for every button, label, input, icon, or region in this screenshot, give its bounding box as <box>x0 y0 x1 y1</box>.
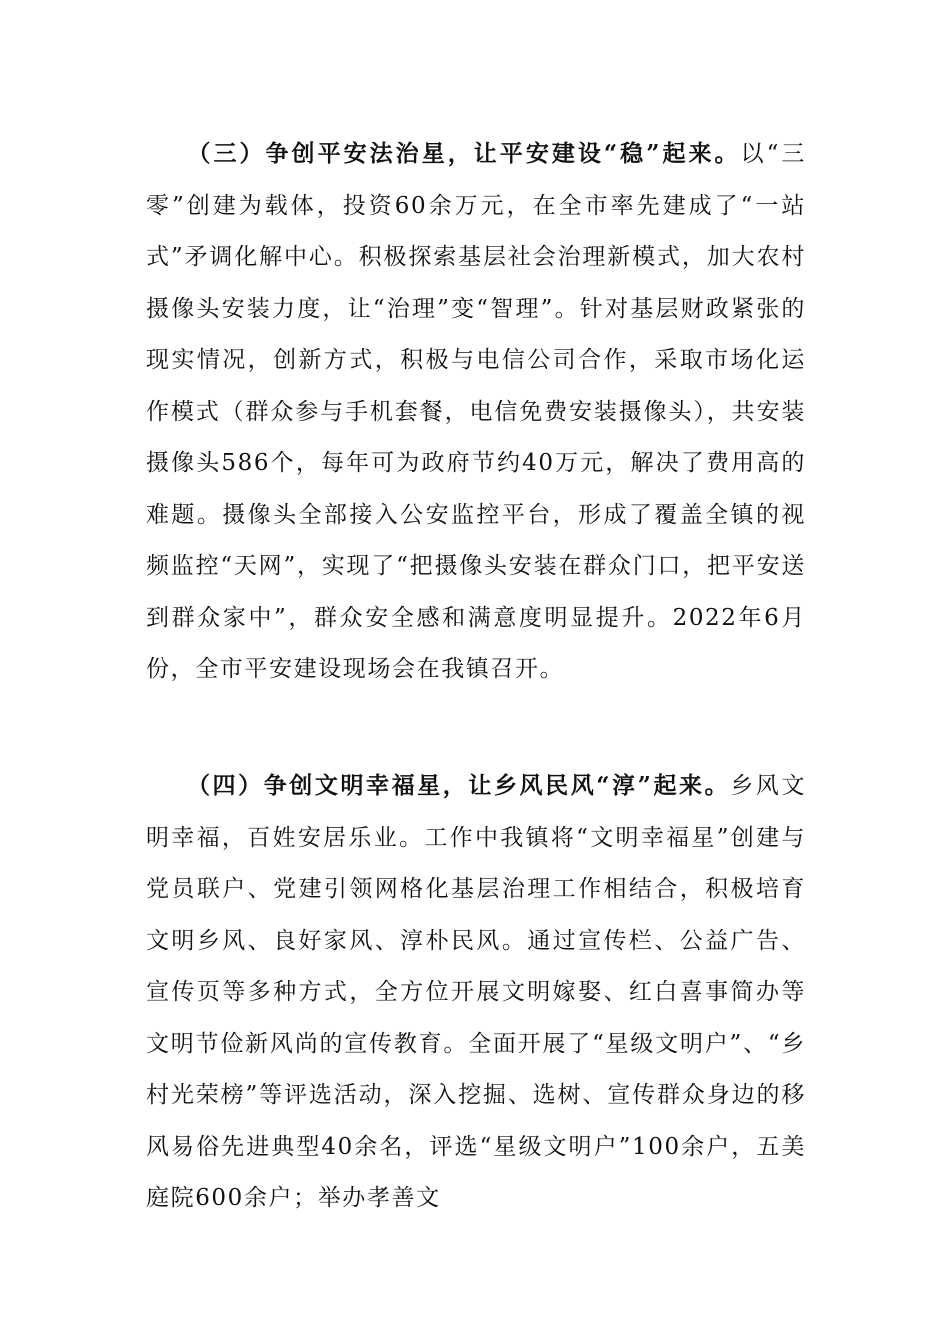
section-four-body: 乡风文明幸福，百姓安居乐业。工作中我镇将“文明幸福星”创建与党员联户、党建引领网格化基层治理工作相结合，积极培育文明乡风、良好家风、淳朴民风。通过宣传栏、公益广告、宣传页等多种方式，全方位开展文明嫁娶、红白喜事简办等文明节俭新风尚的宣传教育。全面开展了“星级文明户”、“乡村光荣榜”等评选活动，深入挖掘、选树、宣传群众身边的移风易俗先进典型40余名，评选“星级文明户”100余户，五美庭院600余户；举办孝善文 <box>146 773 806 1211</box>
section-four-paragraph <box>146 760 806 1225</box>
section-three-heading: （三）争创平安法治星，让平安建设“稳”起来。 <box>186 140 741 167</box>
section-four-heading: （四）争创文明幸福星，让乡风民风“淳”起来。 <box>186 772 731 799</box>
section-three-body: 以“三零”创建为载体，投资60余万元，在全市率先建成了“一站式”矛调化解中心。积极探索基层社会治理新模式，加大农村摄像头安装力度，让“治理”变“智理”。针对基层财政紧张的现实情况，创新方式，积极与电信公司合作，采取市场化运作模式（群众参与手机套餐，电信免费安装摄像头），共安装摄像头586个，每年可为政府节约40万元，解决了费用高的难题。摄像头全部接入公安监控平台，形成了覆盖全镇的视频监控“天网”，实现了“把摄像头安装在群众门口，把平安送到群众家中”，群众安全感和满意度明显提升。2022年6月份，全市平安建设现场会在我镇召开。 <box>146 141 806 682</box>
section-three-paragraph <box>146 128 806 696</box>
